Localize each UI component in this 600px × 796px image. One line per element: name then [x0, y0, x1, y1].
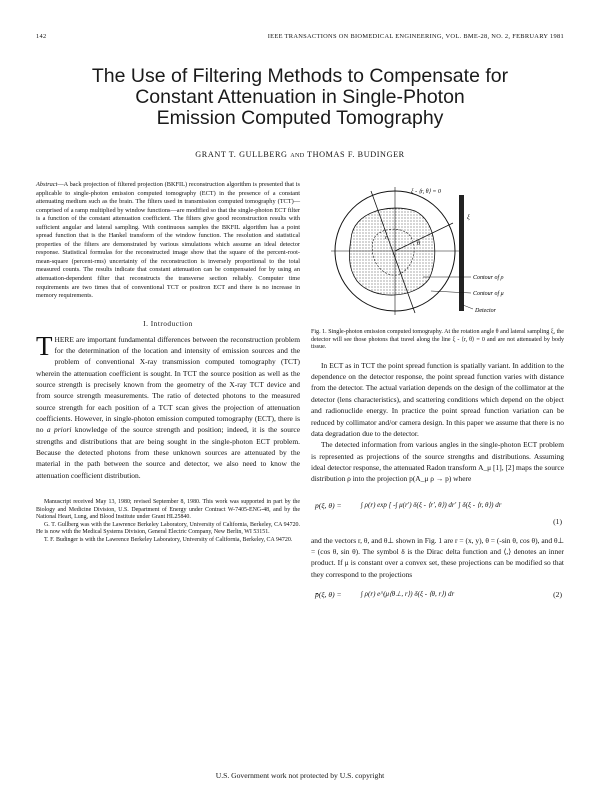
equation-number: (1)	[553, 516, 562, 526]
equation-lhs: p(ξ, θ) =	[315, 500, 342, 510]
body-paragraph: and the vectors r, θ, and θ⊥ shown in Fig. 1 are r = (x, y), θ = (-sin θ, cos θ), and θ⊥ = (cos θ, sin θ). The symbol δ is the Dirac delta function and ⟨,⟩ denotes an inner product. If μ is constant over a convex set, these projections can be modified so that they correspond to the projections	[311, 535, 564, 579]
copyright-note: U.S. Government work not protected by U.S. copyright	[215, 771, 385, 780]
right-body-2	[311, 535, 564, 580]
figure-caption: Fig. 1. Single-photon emission computed tomography. At the rotation angle θ and lateral sampling ξ, the detector will see those photons that travel along the line ξ - ⟨r, θ⟩ = 0 and are not attenuated by body tissue.	[311, 329, 564, 351]
left-column	[36, 181, 300, 544]
intro-body	[36, 330, 301, 481]
footnote: G. T. Gullberg was with the Lawrence Berkeley Laboratory, University of California, Berkeley, CA 94720. He is now with the Medical Systems Division, General Electric Company, New Berlin, WI 53151.	[36, 521, 300, 536]
leader-line	[463, 305, 473, 309]
footnote: T. F. Budinger is with the Lawrence Berkeley Laboratory, University of California, Berkeley, CA 94720.	[44, 536, 293, 543]
intro-paragraph: THERE are important fundamental differences between the reconstruction problem for the determination of the location and intensity of emission sources and the problem of conventional X-ray transmission computed tomography (TCT) wherein the attenuation coefficient is sought. In TCT the source position as well as the source strength is precisely known from the geometry of the X-ray TCT device and from source strength measurements. The ratio of detected photons to the measured source strength for each position of a TCT scan gives the projection of attenuation coefficients. However, in single-photon emission computed tomography (ECT), there is no a priori knowledge of the source strength and position; indeed, it is the source strengths and distributions that are being sought in the single-photon ECT problem. Because the detected photons from these unknown sources are attenuated by the material in the path between the source and detector, we also need to know the attenuation coefficient distribution.	[36, 330, 301, 480]
geometry-diagram	[311, 181, 564, 327]
right-body	[311, 360, 564, 485]
title-line: Constant Attenuation in Single-Photon	[135, 86, 465, 108]
label-theta: θ	[417, 240, 421, 247]
leader-line	[431, 291, 471, 293]
body-paragraph: In ECT as in TCT the point spread function is spatially variant. In addition to the dependence on the detector response, the point spread function varies with distance from the detector. The actual variation depends on the design of the collimator at the detector (lens characteristics), and scattering conditions which depend on the object and radionuclide energy. In practice the point spread function variation can be reduced by collimator and/or camera design. In this paper we assume that there is no data degradation due to the detector.	[311, 360, 564, 438]
author-conjunction: AND	[290, 152, 305, 159]
author-line	[0, 150, 600, 159]
right-column	[311, 181, 564, 608]
equation-2	[311, 586, 564, 608]
label-r: r	[385, 234, 388, 241]
footnotes	[36, 499, 300, 544]
equation-1	[311, 489, 564, 535]
italic-phrase: a priori	[46, 425, 72, 435]
footnote: Manuscript received May 13, 1980; revised September 8, 1980. This work was supported in part by the Biology and Medicine Division, U.S. Department of Energy under Contract W-7405-ENG-48, and by the National Heart, Lung, and Blood Institute under Grant HL25840.	[36, 499, 300, 521]
equation-number: (2)	[553, 589, 562, 599]
author-name: THOMAS F. BUDINGER	[307, 150, 405, 159]
equation-lhs: p̄(ξ, θ) =	[315, 589, 342, 599]
label-contour-mu: Contour of μ	[473, 291, 504, 297]
abstract-label: Abstract	[36, 181, 58, 188]
author-name: GRANT T. GULLBERG	[195, 150, 288, 159]
title-line: Emission Computed Tomography	[156, 107, 444, 129]
drop-cap: T	[36, 330, 53, 361]
label-line-equation: ξ - ⟨r, θ⟩ = 0	[411, 189, 441, 195]
detector-bar	[459, 195, 464, 311]
label-detector: Detector	[475, 308, 496, 314]
body-paragraph: The detected information from various angles in the single-photon ECT problem is represented as projections of the source strengths and distributions. Assuming ideal detector response, the attenuated Radon transform A_μ [1], [2] maps the source distribution ρ into the projection p(A_μ ρ → p) where	[311, 440, 564, 484]
figure-1	[311, 181, 564, 327]
section-heading: I. Introduction	[143, 318, 193, 328]
label-xi: ξ	[467, 214, 470, 221]
equation-body: ∫ ρ(r) e^(μ⟨θ⊥, r⟩) δ(ξ - ⟨θ, r⟩) dr	[361, 589, 455, 598]
attenuation-region	[349, 208, 434, 295]
label-contour-rho: Contour of ρ	[473, 275, 504, 281]
title-line: The Use of Filtering Methods to Compensate for	[91, 65, 509, 87]
page-number: 142	[36, 33, 47, 40]
journal-citation: IEEE TRANSACTIONS ON BIOMEDICAL ENGINEERING, VOL. BME-28, NO. 2, FEBRUARY 1981	[267, 33, 564, 40]
abstract	[36, 181, 300, 301]
equation-body: ∫ ρ(r) exp [ -∫ μ(r′) δ(ξ - ⟨r′, θ⟩) dr′ ] δ(ξ - ⟨r, θ⟩) dr	[361, 500, 502, 509]
paper-title	[40, 66, 560, 129]
abstract-text: —A back projection of filtered projection (BKFIL) reconstruction algorithm is presented that is applicable to single-photon emission computed tomography (ECT) in the presence of a constant attenuating medium such as the brain. The filters used in transmission computed tomography (TCT)—comprised of a ramp multiplied by window functions—are modified so that the single-photon ECT filter is a function of the constant attenuation coefficient. The filters give good reconstruction results with sufficient angular and lateral sampling. With continuous samples the BKFIL algorithm has a point spread function that is the Hankel transform of the window function. The resolution and statistical properties of the filters are demonstrated by various simulations which assume an ideal detector response. Statistical formulas for the reconstructed image show that the square of the percent-root-mean-square (percent-rms) uncertainty of the reconstruction is inversely proportional to the total measured counts. The results indicate that constant attenuation can be compensated for by using an attenuation-dependent filter that reconstructs the transverse section reliably. Computer time requirements are two times that of conventional TCT or positron ECT and there is no increase in memory requirements.	[36, 181, 300, 300]
